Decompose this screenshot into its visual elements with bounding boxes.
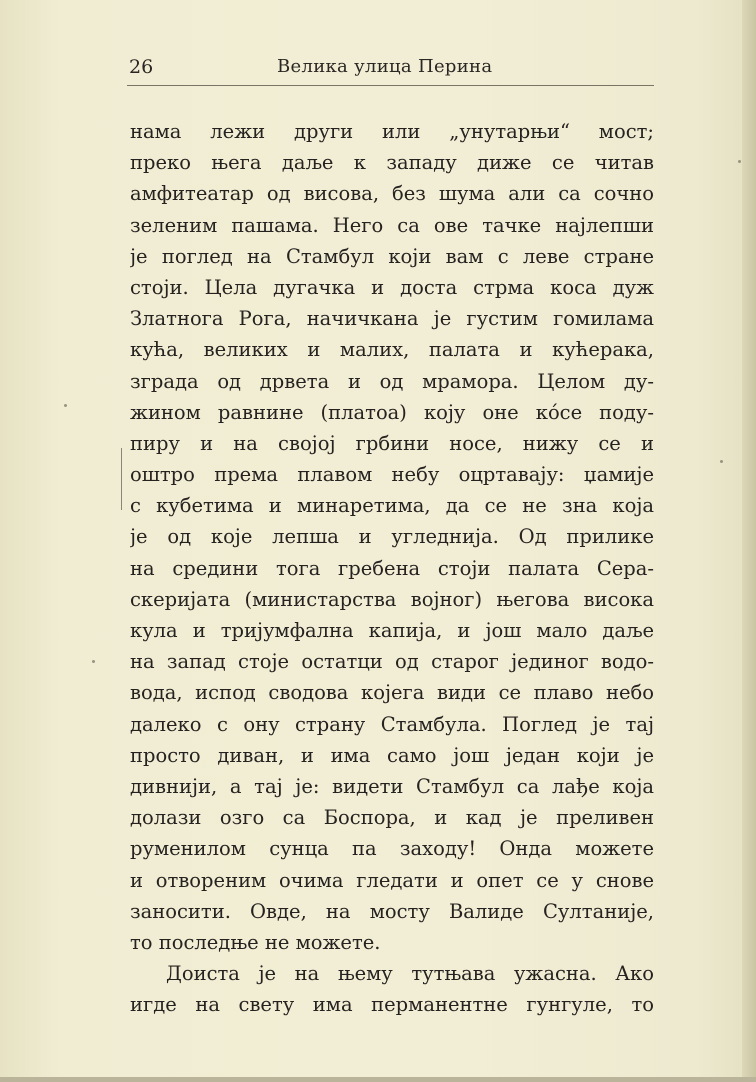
text-line: то последње не можете. xyxy=(130,930,381,954)
text-line: кућа, великих и малих, палата и кућерака, xyxy=(130,338,654,362)
body-text xyxy=(130,116,654,1020)
text-line: просто диван, и има само још један који је xyxy=(130,743,654,767)
text-line: оштро према плавом небу оцртавају: џамије xyxy=(130,463,654,487)
text-line: зграда од дрвета и од мрамора. Целом ду- xyxy=(130,369,654,393)
margin-pencil-mark xyxy=(121,448,124,510)
page-header xyxy=(127,54,654,84)
text-line: на средини тога гребена стоји палата Сера- xyxy=(130,556,654,580)
running-title: Велика улица Перина xyxy=(277,56,493,77)
page-bottom-edge xyxy=(0,1077,756,1082)
text-line: руменилом сунца па заходу! Онда можете xyxy=(130,837,654,861)
paper-speck xyxy=(64,404,67,407)
text-line: нама лежи други или „унутарњи“ мост; xyxy=(130,120,654,143)
text-line: је од које лепша и угледнија. Од прилике xyxy=(130,525,654,549)
paper-speck xyxy=(738,160,741,163)
page-number: 26 xyxy=(129,56,154,78)
text-line: жином равнине (платоа) коју оне ко́се поду- xyxy=(130,400,654,424)
text-line: скеријата (министарства војног) његова висока xyxy=(130,587,654,611)
text-line: је поглед на Стамбул који вам с леве стране xyxy=(130,244,654,268)
text-line: пиру и на својој грбини носе, нижу се и xyxy=(130,431,654,455)
text-line: дивнији, а тај је: видети Стамбул са лађе која xyxy=(130,774,654,798)
page-edge-shadow xyxy=(742,0,756,1082)
text-line: кула и тријумфална капија, и још мало даље xyxy=(130,619,654,642)
text-line: с кубетима и минаретима, да се не зна која xyxy=(130,494,654,518)
text-line: игде на свету има перманентне гунгуле, то xyxy=(130,993,654,1017)
text-line: далеко с ону страну Стамбула. Поглед је тај xyxy=(130,712,654,736)
text-line: долази озго са Боспора, и кад је преливен xyxy=(130,806,654,830)
paper-speck xyxy=(720,460,723,463)
text-line: зеленим пашама. Него са ове тачке најлепши xyxy=(130,213,654,237)
text-line: стоји. Цела дугачка и доста стрма коса дуж xyxy=(130,275,654,299)
text-line: Доиста је на њему тутњава ужасна. Ако xyxy=(166,962,654,986)
text-line: Златнога Рога, начичкана је густим гомилама xyxy=(130,307,654,331)
text-line: и отвореним очима гледати и опет се у снове xyxy=(130,868,654,892)
text-line: заносити. Овде, на мосту Валиде Султаније, xyxy=(130,899,654,923)
paper-speck xyxy=(92,660,95,663)
text-line: на запад стоје остатци од старог јединог водо- xyxy=(130,650,654,674)
text-line: вода, испод сводова којега види се плаво небо xyxy=(130,681,654,705)
text-line: преко њега даље к западу диже се читав xyxy=(130,151,654,175)
header-rule xyxy=(127,85,654,86)
text-line: амфитеатар од висова, без шума али са сочно xyxy=(130,182,654,206)
